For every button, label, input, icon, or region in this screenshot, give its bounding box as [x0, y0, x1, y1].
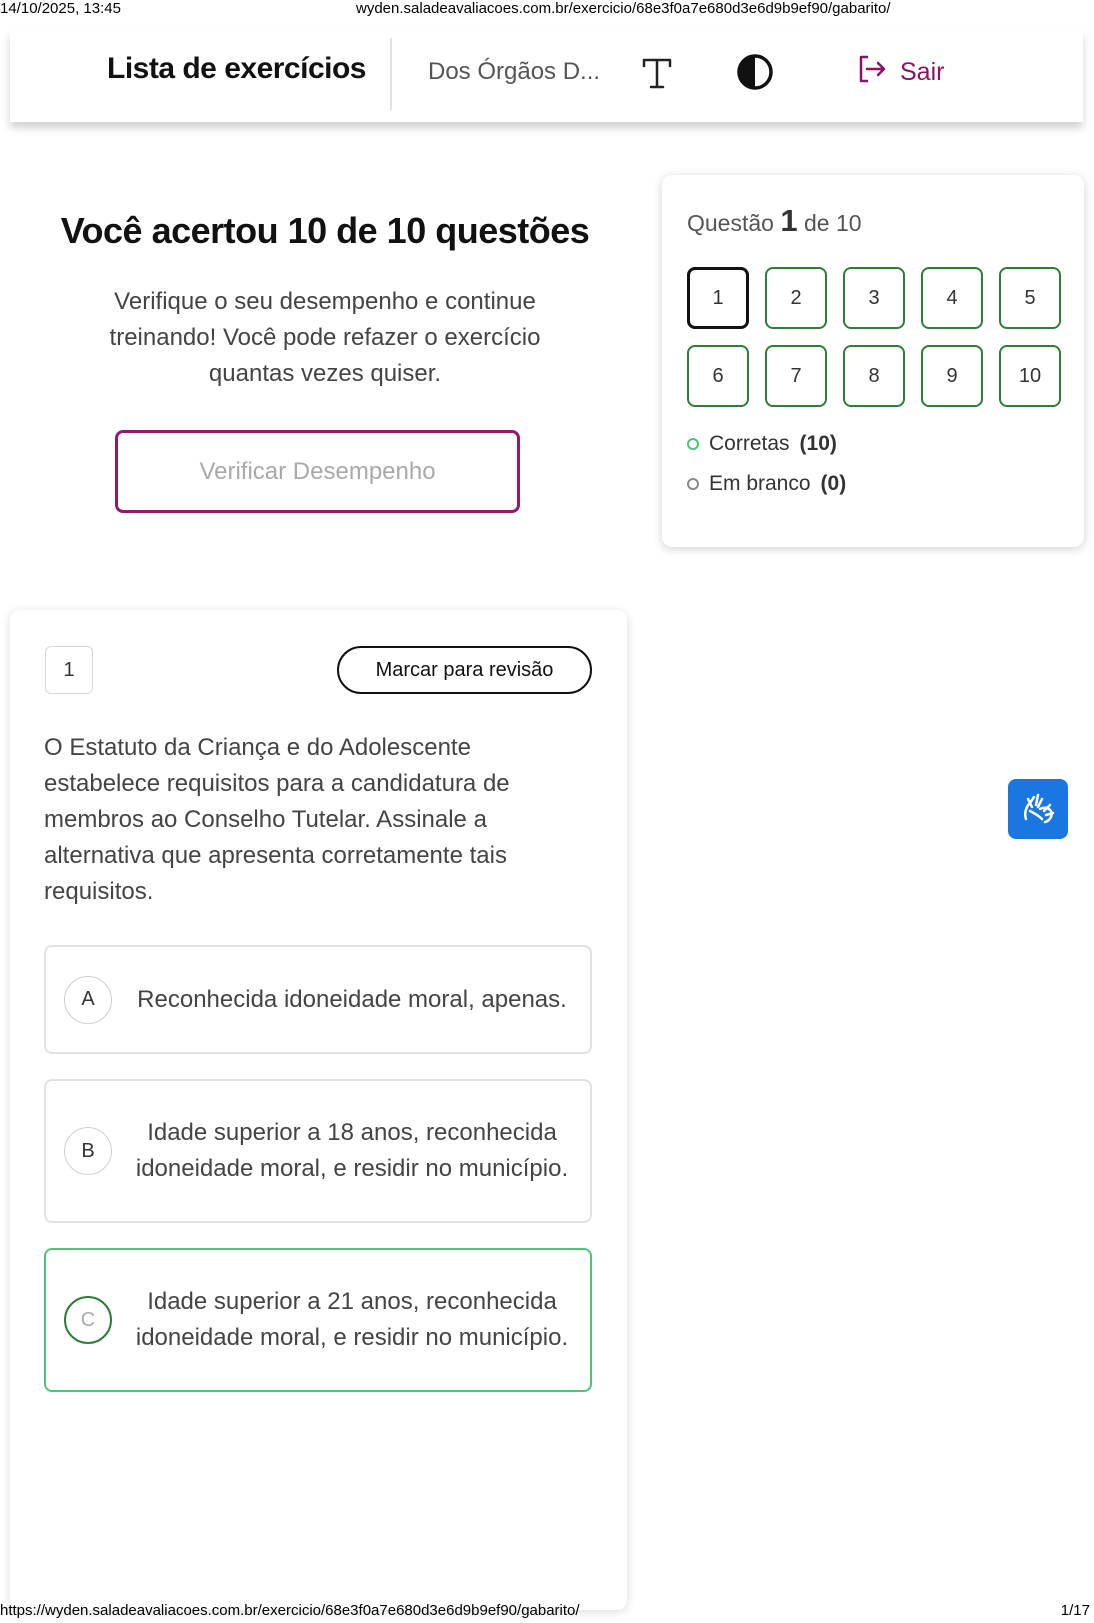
question-button-7[interactable]: 7 [765, 345, 827, 407]
sign-language-icon [1018, 789, 1058, 829]
question-button-2[interactable]: 2 [765, 267, 827, 329]
legend-correct-label: Corretas [709, 432, 790, 455]
print-header [0, 0, 1094, 18]
question-grid [687, 267, 1061, 407]
print-page-number: 1/17 [1060, 1602, 1090, 1619]
question-navigator [662, 175, 1084, 547]
contrast-icon[interactable] [730, 47, 780, 97]
correct-dot-icon [687, 438, 699, 450]
top-bar [10, 30, 1083, 122]
alternative-b[interactable] [44, 1079, 592, 1223]
blank-dot-icon [687, 478, 699, 490]
logout-label: Sair [900, 57, 945, 86]
print-url: wyden.saladeavaliacoes.com.br/exercicio/68e3f0a7e680d3e6d9b9ef90/gabarito/ [356, 0, 891, 17]
question-card [10, 610, 627, 1610]
mark-for-review-button[interactable]: Marcar para revisão [337, 646, 592, 694]
legend-blank [687, 472, 846, 496]
question-button-10[interactable]: 10 [999, 345, 1061, 407]
alternative-text: Idade superior a 18 anos, reconhecida idoneidade moral, e residir no município. [135, 1119, 569, 1182]
alternative-letter: B [64, 1127, 112, 1175]
alternative-text: Reconhecida idoneidade moral, apenas. [137, 985, 567, 1013]
alternative-c-correct[interactable] [44, 1248, 592, 1392]
page-title: Lista de exercícios [107, 52, 366, 85]
question-button-4[interactable]: 4 [921, 267, 983, 329]
result-summary [20, 210, 630, 392]
result-message: Verifique o seu desempenho e continue treinando! Você pode refazer o exercício quantas vezes quiser. [109, 288, 541, 387]
alternative-text: Idade superior a 21 anos, reconhecida idoneidade moral, e residir no município. [135, 1288, 569, 1351]
question-statement: O Estatuto da Criança e do Adolescente estabelece requisitos para a candidatura de membros ao Conselho Tutelar. Assinale a alternativa que apresenta corretamente tais requisitos. [44, 734, 510, 905]
alternative-letter: C [64, 1296, 112, 1344]
question-button-1[interactable]: 1 [687, 267, 749, 329]
print-footer [0, 1602, 1094, 1622]
question-button-5[interactable]: 5 [999, 267, 1061, 329]
result-title: Você acertou 10 de 10 questões [60, 210, 590, 251]
question-button-9[interactable]: 9 [921, 345, 983, 407]
alternative-a[interactable] [44, 945, 592, 1054]
logout-icon [856, 53, 888, 92]
question-counter-prefix: Questão [687, 210, 774, 236]
print-date: 14/10/2025, 13:45 [0, 0, 121, 17]
question-number: 1 [45, 646, 93, 694]
subject-title[interactable]: Dos Órgãos D... [428, 58, 601, 85]
verify-performance-button[interactable]: Verificar Desempenho [115, 430, 520, 513]
question-button-8[interactable]: 8 [843, 345, 905, 407]
question-counter [687, 203, 862, 239]
legend-correct [687, 432, 837, 456]
sign-language-button[interactable] [1008, 779, 1068, 839]
legend-correct-count: (10) [799, 432, 837, 455]
logout-button[interactable] [856, 50, 944, 94]
font-size-icon[interactable] [632, 47, 682, 97]
question-counter-suffix: de 10 [803, 210, 862, 236]
legend-blank-label: Em branco [709, 472, 811, 495]
header-divider [390, 38, 392, 110]
alternative-letter: A [64, 976, 112, 1024]
question-button-6[interactable]: 6 [687, 345, 749, 407]
legend-blank-count: (0) [820, 472, 847, 495]
question-counter-current: 1 [780, 203, 798, 238]
print-footer-url: https://wyden.saladeavaliacoes.com.br/exercicio/68e3f0a7e680d3e6d9b9ef90/gabarito/ [0, 1602, 580, 1619]
question-button-3[interactable]: 3 [843, 267, 905, 329]
